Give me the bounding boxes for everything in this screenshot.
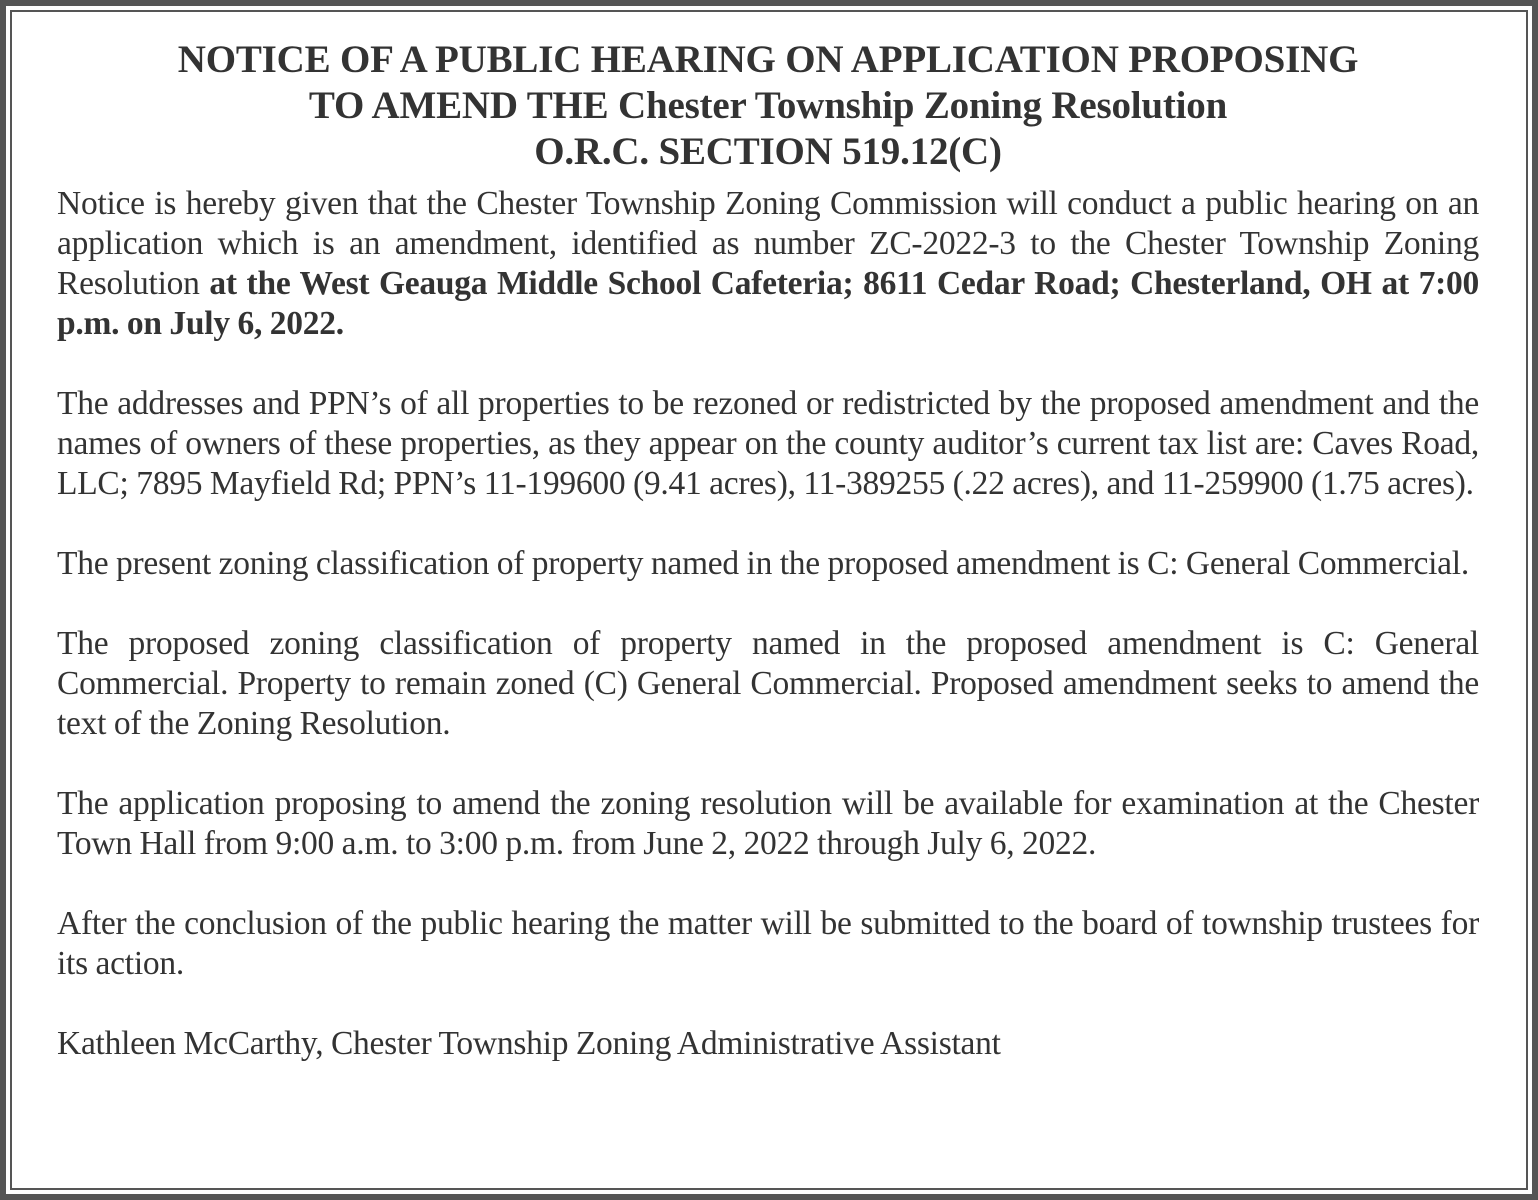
availability-paragraph: The application proposing to amend the zoning resolution will be available for examination at the Chester Town Hall from 9:00 a.m. to 3:00 p.m. from June 2, 2022 through July 6, 2022.: [57, 785, 1479, 862]
intro-text: Notice is hereby given that the Chester Township Zoning Commission will conduct a public hearing on an application which is an amendment, identified as number ZC-2022-3 to the Chester Township Zoning Resolution: [57, 185, 1479, 302]
proposed-zoning-paragraph: The proposed zoning classification of property named in the proposed amendment is C: General Commercial. Property to remain zoned (C) General Commercial. Proposed amendment seeks to amend the text of the Zoning Resolution.: [57, 625, 1479, 742]
present-zoning-paragraph: The present zoning classification of property named in the proposed amendment is C: General Commercial.: [57, 545, 1469, 582]
title-line-2: TO AMEND THE Chester Township Zoning Resolution: [308, 84, 1228, 127]
conclusion-paragraph: After the conclusion of the public hearing the matter will be submitted to the board of township trustees for its action.: [57, 905, 1479, 982]
properties-paragraph: The addresses and PPN’s of all properties to be rezoned or redistricted by the proposed amendment and the names of owners of these properties, as they appear on the county auditor’s current tax list are: Caves Road, LLC; 7895 Mayfield Rd; PPN’s 11-199600 (9.41 acres), 11-389255 (.22 acres), and 11-259900 (1.75 acres).: [57, 385, 1479, 502]
notice-title: [57, 37, 1479, 175]
title-line-3: O.R.C. SECTION 519.12(C): [534, 130, 1002, 173]
title-line-1: NOTICE OF A PUBLIC HEARING ON APPLICATION PROPOSING: [177, 38, 1359, 81]
intro-paragraph: [57, 184, 1479, 344]
hearing-location-time: at the West Geauga Middle School Cafeteria; 8611 Cedar Road; Chesterland, OH at 7:00 p.m. on July 6, 2022.: [57, 265, 1479, 342]
public-notice: [57, 37, 1479, 1064]
signature-line: Kathleen McCarthy, Chester Township Zoning Administrative Assistant: [57, 1025, 1001, 1062]
